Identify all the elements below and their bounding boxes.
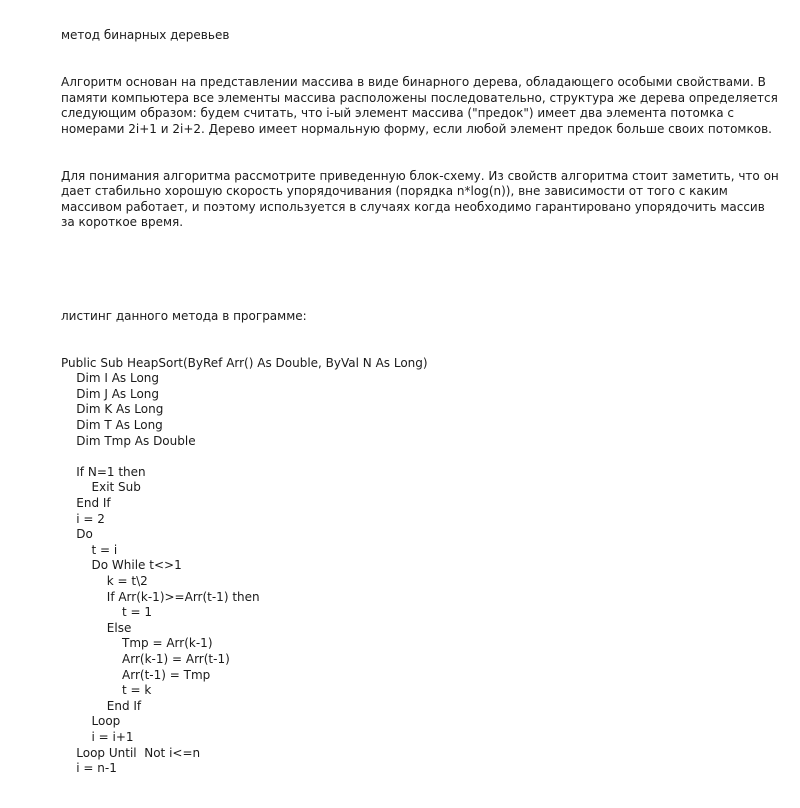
code-listing (61, 356, 781, 777)
code-line: i = 2 (61, 511, 105, 526)
document-heading: метод бинарных деревьев (61, 28, 230, 43)
code-line: Arr(t-1) = Tmp (61, 667, 211, 682)
code-line: Do (61, 527, 93, 542)
code-line: t = i (61, 542, 118, 557)
code-line: End If (61, 698, 142, 713)
code-line: End If (61, 496, 111, 510)
listing-label: листинг данного метода в программе: (61, 308, 307, 323)
code-line: Exit Sub (61, 480, 141, 495)
code-line: Dim Tmp As Double (61, 433, 196, 448)
code-line: Dim K As Long (61, 402, 164, 417)
paragraph-algorithm-description: Алгоритм основан на представлении массива в виде бинарного дерева, обладающего особыми свойствами. В памяти компьютера все элементы массива расположены последовательно, структура же дерева определяется следующим образом: будем считать, что i-ый элемент массива ("предок") имеет два элемента потомка с номерами 2i+1 и 2i+2. Дерево имеет нормальную форму, если любой элемент предок больше своих потомков. (61, 74, 782, 136)
code-line: Public Sub HeapSort(ByRef Arr() As Double, ByVal N As Long) (61, 355, 428, 370)
document-body (61, 0, 781, 808)
code-line: i = i+1 (61, 729, 134, 744)
code-line: Do While t<>1 (61, 558, 182, 573)
code-line: Dim T As Long (61, 418, 163, 433)
code-line: Loop Until Not i<=n (61, 745, 201, 760)
code-line: t = k (61, 683, 152, 698)
code-line: Arr(k-1) = Arr(t-1) (61, 651, 230, 666)
paragraph-algorithm-properties: Для понимания алгоритма рассмотрите приведенную блок-схему. Из свойств алгоритма стоит заметить, что он дает стабильно хорошую скорость упорядочивания (порядка n*log(n)), вне зависимости от того с каким массивом работает, и поэтому используется в случаях когда необходимо гарантировано упорядочить массив за короткое время. (61, 168, 783, 230)
code-line: If Arr(k-1)>=Arr(t-1) then (61, 589, 260, 604)
code-line: Dim J As Long (61, 386, 160, 401)
code-line: Loop (61, 714, 121, 729)
code-line: i = n-1 (61, 761, 117, 776)
code-line: Else (61, 620, 132, 635)
code-line (61, 449, 781, 465)
code-line: Tmp = Arr(k-1) (61, 636, 213, 651)
code-line: If N=1 then (61, 464, 146, 479)
code-line: t = 1 (61, 605, 153, 620)
blank-line (61, 262, 781, 278)
code-line: k = t\2 (61, 573, 148, 588)
code-line: Dim I As Long (61, 371, 160, 386)
